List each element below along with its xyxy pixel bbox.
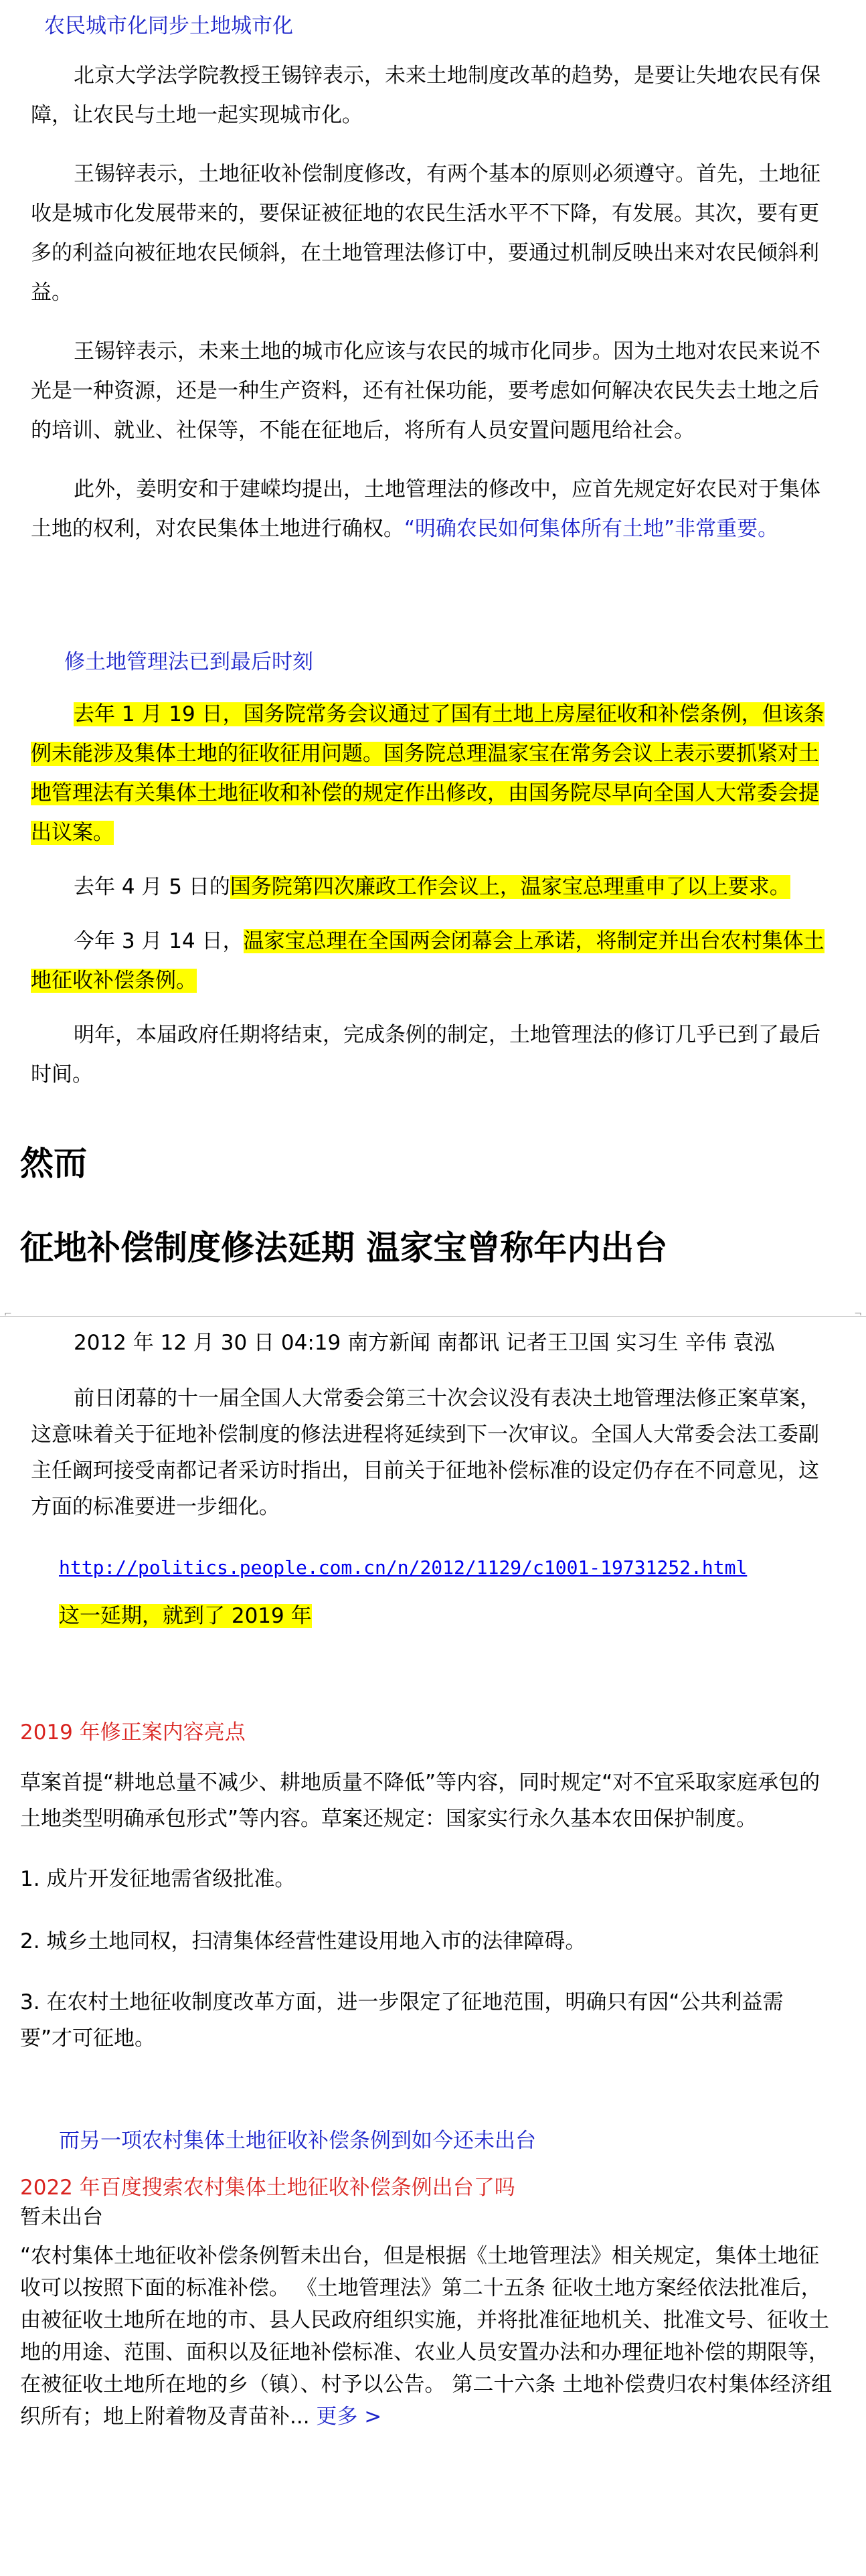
page-corner-mark: ⌐ xyxy=(4,1309,12,1319)
paragraph: 王锡锌表示，未来土地的城市化应该与农民的城市化同步。因为土地对农民来说不光是一种资源，还是一种生产资料，还有社保功能，要考虑如何解决农民失去土地之后的培训、就业、社保等，不能在征地后，将所有人员安置问题甩给社会。 xyxy=(31,339,820,442)
list-item: 3. 在农村土地征收制度改革方面，进一步限定了征地范围，明确只有因“公共利益需要”才可征地。 xyxy=(20,1990,784,2050)
highlighted-text: 国务院第四次廉政工作会议上，温家宝总理重申了以上要求。 xyxy=(230,875,790,899)
page-corner-mark: ¬ xyxy=(854,1309,862,1319)
section-2019-amendment xyxy=(0,1715,866,2057)
list-item: 1. 成片开发征地需省级批准。 xyxy=(20,1867,296,1891)
source-link[interactable]: http://politics.people.com.cn/n/2012/1129/c1001-19731252.html xyxy=(59,1556,748,1579)
section-urbanization xyxy=(0,5,866,549)
more-link[interactable] xyxy=(316,2405,381,2429)
section-heading: 而另一项农村集体土地征收补偿条例到如今还未出台 xyxy=(59,2129,536,2153)
paragraph: 明年，本届政府任期将结束，完成条例的制定，土地管理法的修订几乎已到了最后时间。 xyxy=(31,1023,820,1086)
paragraph: 北京大学法学院教授王锡锌表示，未来土地制度改革的趋势，是要让失地农民有保障，让农民与土地一起实现城市化。 xyxy=(31,64,820,127)
section-heading: 农民城市化同步土地城市化 xyxy=(44,14,293,38)
section-news-article xyxy=(0,1325,866,1636)
highlighted-text: 去年 1 月 19 日，国务院常务会议通过了国有土地上房屋征收和补偿条例，但该条例未能涉及集体土地的征收征用问题。国务院总理温家宝在常务会议上表示要抓紧对土地管理法有关集体土地征收和补偿的规定作出修改，由国务院尽早向全国人大常委会提出议案。 xyxy=(31,702,825,845)
paragraph xyxy=(0,470,866,549)
highlighted-text: 温家宝总理在全国两会闭幕会上承诺，将制定并出台农村集体土地征收补偿条例。 xyxy=(31,929,825,993)
article-byline: 2012 年 12 月 30 日 04:19 南方新闻 南都讯 记者王卫国 实习生 辛伟 袁泓 xyxy=(74,1331,775,1355)
section-last-moment xyxy=(0,641,866,1095)
source-link-line xyxy=(0,1548,866,1587)
section-regulation-pending xyxy=(0,2123,866,2433)
quote-emphasis: “明确农民如何集体所有土地”非常重要。 xyxy=(404,517,779,541)
section-heading: 修土地管理法已到最后时刻 xyxy=(64,650,313,674)
search-snippet xyxy=(0,2240,866,2433)
search-title: 2022 年百度搜索农村集体土地征收补偿条例出台了吗 xyxy=(20,2176,515,2200)
paragraph-text: 此外，姜明安和于建嵘均提出，土地管理法的修改中，应首先规定好农民对于集体土地的权利，对农民集体土地进行确权。 xyxy=(31,477,820,541)
page-separator xyxy=(0,1316,866,1317)
snippet-text: “农村集体土地征收补偿条例暂未出台，但是根据《土地管理法》相关规定，集体土地征收可以按照下面的标准补偿。 《土地管理法》第二十五条 征收土地方案经依法批准后，由被征收土地所在地的市、县人民政府组织实施，并将批准征地机关、批准文号、征收土地的用途、范围、面积以及征地补偿标准、农业人员安置办法和办理征地补偿的期限等，在被征收土地所在地的乡（镇）、村予以公告。 第二十六条 土地补偿费归农村集体经济组织所有；地上附着物及青苗补... xyxy=(20,2244,833,2429)
however-label: 然而 xyxy=(20,1144,87,1183)
paragraph xyxy=(0,868,866,907)
list-item: 2. 城乡土地同权，扫清集体经营性建设用地入市的法律障碍。 xyxy=(20,1929,586,1953)
article-title: 征地补偿制度修法延期 温家宝曾称年内出台 xyxy=(20,1228,668,1267)
paragraph-text: 今年 3 月 14 日， xyxy=(74,929,244,953)
delay-note: 这一延期，就到了 2019 年 xyxy=(59,1604,312,1628)
paragraph-text: 去年 4 月 5 日的 xyxy=(74,875,230,899)
paragraph xyxy=(0,695,866,853)
paragraph: 前日闭幕的十一届全国人大常委会第三十次会议没有表决土地管理法修正案草案，这意味着关于征地补偿制度的修法进程将延续到下一次审议。全国人大常委会法工委副主任阚珂接受南都记者采访时指出，目前关于征地补偿标准的设定仍存在不同意见，这方面的标准要进一步细化。 xyxy=(31,1386,820,1519)
more-link-label: 更多 xyxy=(316,2405,358,2429)
section-heading: 2019 年修正案内容亮点 xyxy=(20,1720,246,1745)
search-answer: 暂未出台 xyxy=(20,2205,103,2229)
chevron-right-icon: > xyxy=(364,2405,382,2429)
paragraph: 草案首提“耕地总量不减少、耕地质量不降低”等内容，同时规定“对不宜采取家庭承包的土地类型明确承包形式”等内容。草案还规定：国家实行永久基本农田保护制度。 xyxy=(20,1771,820,1831)
paragraph: 王锡锌表示，土地征收补偿制度修改，有两个基本的原则必须遵守。首先，土地征收是城市化发展带来的，要保证被征地的农民生活水平不下降，有发展。其次，要有更多的利益向被征地农民倾斜，在土地管理法修订中，要通过机制反映出来对农民倾斜利益。 xyxy=(31,162,820,305)
paragraph xyxy=(0,922,866,1001)
section-however xyxy=(0,1137,866,1275)
delay-note-line xyxy=(0,1597,866,1636)
